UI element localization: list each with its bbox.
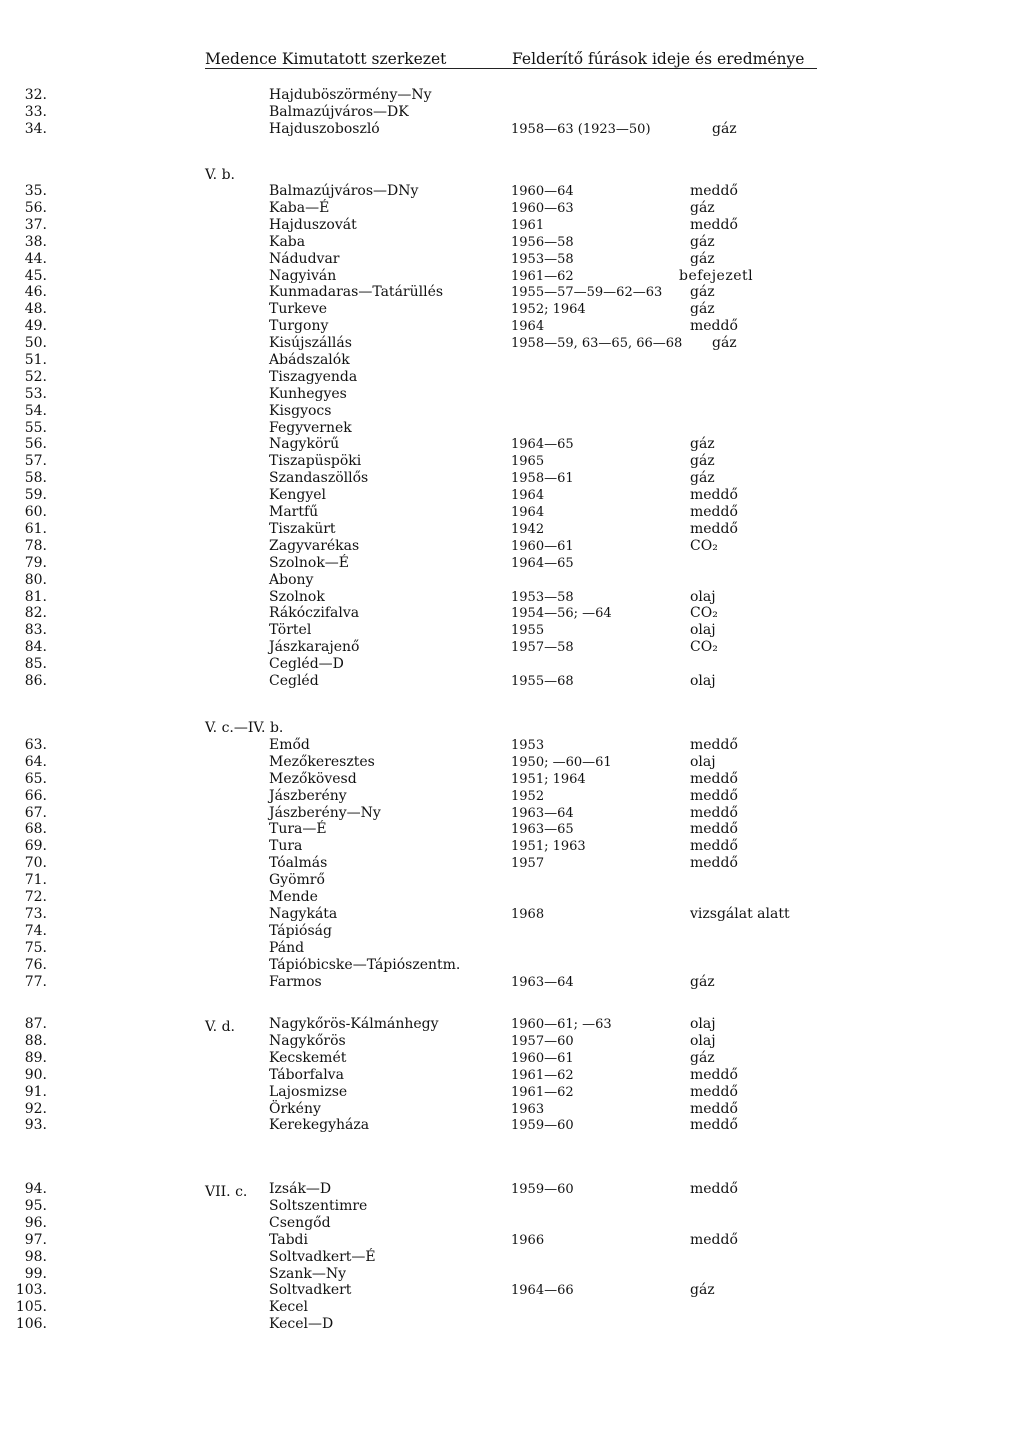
drilling-result: meddő [690,1117,738,1133]
row-number: 34. [24,121,47,137]
drilling-result: gáz [690,284,715,300]
drilling-years: 1961—62 [511,269,574,284]
structure-name: Farmos [269,974,322,990]
drilling-years: 1953—58 [511,590,574,605]
table-row [0,268,820,285]
table-row [0,855,820,872]
drilling-result: meddő [690,855,738,871]
table-row [0,470,820,487]
table-row [0,436,820,453]
row-number: 106. [15,1316,47,1332]
row-number: 35. [24,183,47,199]
structure-name: Balmazújváros—DK [269,104,409,120]
drilling-result: meddő [690,318,738,334]
drilling-years: 1959—60 [511,1182,574,1197]
drilling-result: meddő [690,504,738,520]
row-number: 54. [24,403,47,419]
row-number: 71. [24,872,47,888]
header-rule [205,68,817,69]
table-row [0,754,820,771]
table-row [0,234,820,251]
drilling-years: 1951; 1963 [511,839,586,854]
structure-name: Nagykőrös-Kálmánhegy [269,1016,439,1032]
structure-name: Jászkarajenő [269,639,360,655]
row-number: 73. [24,906,47,922]
row-number: 98. [24,1249,47,1265]
structure-name: Gyömrő [269,872,325,888]
drilling-result: gáz [690,436,715,452]
structure-name: Mezőkövesd [269,771,357,787]
structure-name: Tura [269,838,303,854]
table-row [0,940,820,957]
structure-name: Soltvadkert [269,1282,352,1298]
row-number: 82. [24,605,47,621]
row-number: 96. [24,1215,47,1231]
row-number: 53. [24,386,47,402]
drilling-result: meddő [690,521,738,537]
row-number: 64. [24,754,47,770]
structure-name: Hajduböszörmény—Ny [269,87,432,103]
structure-name: Szank—Ny [269,1266,346,1282]
section-label: V. b. [205,167,235,183]
structure-name: Kecel—D [269,1316,334,1332]
drilling-result: olaj [690,673,716,689]
table-row [0,487,820,504]
table-row [0,872,820,889]
table-row [0,87,820,104]
drilling-result: gáz [690,234,715,250]
row-number: 52. [24,369,47,385]
drilling-years: 1960—61 [511,1051,574,1066]
structure-name: Kisgyocs [269,403,332,419]
table-row [0,538,820,555]
row-number: 48. [24,301,47,317]
drilling-result: gáz [712,121,737,137]
structure-name: Abony [269,572,314,588]
table-row [0,974,820,991]
drilling-years: 1964—66 [511,1283,574,1298]
structure-name: Törtel [269,622,312,638]
row-number: 67. [24,805,47,821]
structure-name: Kisújszállás [269,335,352,351]
table-row [0,504,820,521]
drilling-result: gáz [690,1050,715,1066]
structure-name: Tura—É [269,821,327,837]
table-row [0,923,820,940]
structure-name: Tiszapüspöki [269,453,362,469]
row-number: 88. [24,1033,47,1049]
table-row [0,335,820,352]
row-number: 75. [24,940,47,956]
drilling-years: 1958—61 [511,471,574,486]
table-row [0,217,820,234]
structure-name: Nagykőrös [269,1033,346,1049]
structure-name: Tóalmás [269,855,328,871]
row-number: 63. [24,737,47,753]
table-row [0,1033,820,1050]
table-row [0,673,820,690]
table-row [0,318,820,335]
drilling-result: gáz [690,1282,715,1298]
drilling-years: 1957 [511,856,545,871]
section-label: V. d. [205,1019,235,1035]
row-number: 79. [24,555,47,571]
table-row [0,1181,820,1198]
structure-name: Soltszentimre [269,1198,368,1214]
structure-name: Kecskemét [269,1050,347,1066]
table-row [0,771,820,788]
row-number: 44. [24,251,47,267]
row-number: 103. [15,1282,47,1298]
structure-name: Kunmadaras—Tatárüllés [269,284,444,300]
drilling-result: meddő [690,487,738,503]
drilling-years: 1960—63 [511,201,574,216]
row-number: 93. [24,1117,47,1133]
table-row [0,200,820,217]
drilling-years: 1958—59, 63—65, 66—68 [511,336,683,351]
drilling-result: gáz [690,301,715,317]
structure-name: Tápióbicske—Tápiószentm. [269,957,461,973]
drilling-years: 1961 [511,218,545,233]
drilling-result: gáz [690,251,715,267]
structure-name: Hajduszoboszló [269,121,380,137]
drilling-years: 1963—64 [511,975,574,990]
row-number: 45. [24,268,47,284]
drilling-years: 1963—64 [511,806,574,821]
row-number: 60. [24,504,47,520]
drilling-result: meddő [690,1101,738,1117]
drilling-result: olaj [690,589,716,605]
row-number: 94. [24,1181,47,1197]
table-row [0,104,820,121]
drilling-result: gáz [690,453,715,469]
drilling-years: 1957—60 [511,1034,574,1049]
drilling-result: olaj [690,1033,716,1049]
structure-name: Nagyiván [269,268,337,284]
drilling-result: CO₂ [690,639,718,655]
structure-name: Fegyvernek [269,420,352,436]
table-row [0,957,820,974]
drilling-result: vizsgálat alatt [690,906,790,922]
table-row [0,1266,820,1283]
structure-name: Cegléd—D [269,656,344,672]
structure-name: Örkény [269,1101,321,1117]
drilling-result: gáz [690,974,715,990]
table-row [0,1282,820,1299]
structure-name: Tápióság [269,923,332,939]
drilling-years: 1955 [511,623,545,638]
table-row [0,1016,820,1033]
row-number: 72. [24,889,47,905]
table-row [0,788,820,805]
drilling-years: 1957—58 [511,640,574,655]
structure-name: Rákóczifalva [269,605,360,621]
structure-name: Pánd [269,940,305,956]
structure-name: Tabdi [269,1232,308,1248]
drilling-result: olaj [690,754,716,770]
structure-name: Izsák—D [269,1181,332,1197]
row-number: 58. [24,470,47,486]
row-number: 59. [24,487,47,503]
structure-name: Hajduszovát [269,217,357,233]
table-row [0,386,820,403]
row-number: 84. [24,639,47,655]
table-row [0,555,820,572]
row-number: 92. [24,1101,47,1117]
drilling-result: meddő [690,838,738,854]
drilling-result: meddő [690,771,738,787]
drilling-result: meddő [690,1232,738,1248]
structure-name: Kaba—É [269,200,330,216]
table-row [0,301,820,318]
table-row [0,821,820,838]
section-label: V. c.—IV. b. [205,720,284,736]
structure-name: Táborfalva [269,1067,344,1083]
table-row [0,1050,820,1067]
table-row [0,284,820,301]
structure-name: Kecel [269,1299,308,1315]
table-row [0,1232,820,1249]
structure-name: Jászberény [269,788,347,804]
row-number: 90. [24,1067,47,1083]
drilling-result: CO₂ [690,538,718,554]
table-row [0,521,820,538]
structure-name: Kerekegyháza [269,1117,370,1133]
table-row [0,1249,820,1266]
row-number: 80. [24,572,47,588]
structure-name: Nagykáta [269,906,338,922]
structure-name: Balmazújváros—DNy [269,183,419,199]
drilling-result: meddő [690,1084,738,1100]
drilling-years: 1964—65 [511,437,574,452]
structure-name: Turkeve [269,301,328,317]
structure-name: Zagyvarékas [269,538,360,554]
structure-name: Lajosmizse [269,1084,348,1100]
structure-name: Soltvadkert—É [269,1249,376,1265]
drilling-years: 1952 [511,789,545,804]
structure-name: Szandaszöllős [269,470,369,486]
drilling-years: 1951; 1964 [511,772,586,787]
drilling-result: olaj [690,1016,716,1032]
drilling-years: 1964 [511,505,545,520]
header-drillings: Felderítő fúrások ideje és eredménye [512,50,805,68]
row-number: 81. [24,589,47,605]
row-number: 95. [24,1198,47,1214]
row-number: 68. [24,821,47,837]
table-row [0,352,820,369]
structure-name: Kaba [269,234,306,250]
drilling-years: 1963—65 [511,822,574,837]
drilling-years: 1950; —60—61 [511,755,612,770]
table-row [0,737,820,754]
row-number: 66. [24,788,47,804]
row-number: 37. [24,217,47,233]
drilling-result: meddő [690,788,738,804]
structure-name: Kengyel [269,487,327,503]
row-number: 97. [24,1232,47,1248]
drilling-years: 1942 [511,522,545,537]
drilling-years: 1960—61; —63 [511,1017,612,1032]
drilling-years: 1968 [511,907,545,922]
table-row [0,183,820,200]
table-row [0,1117,820,1134]
drilling-result: meddő [690,1181,738,1197]
table-row [0,622,820,639]
drilling-years: 1959—60 [511,1118,574,1133]
table-row [0,656,820,673]
drilling-result: CO₂ [690,605,718,621]
drilling-result: gáz [690,470,715,486]
drilling-result: meddő [690,217,738,233]
drilling-result: meddő [690,1067,738,1083]
table-row [0,403,820,420]
table-row [0,1215,820,1232]
structure-name: Abádszalók [269,352,350,368]
structure-name: Tiszakürt [269,521,336,537]
drilling-years: 1952; 1964 [511,302,586,317]
table-row [0,420,820,437]
drilling-years: 1953—58 [511,252,574,267]
row-number: 33. [24,104,47,120]
row-number: 57. [24,453,47,469]
structure-name: Cegléd [269,673,319,689]
row-number: 51. [24,352,47,368]
row-number: 85. [24,656,47,672]
row-number: 77. [24,974,47,990]
section-label: VII. c. [205,1184,248,1200]
drilling-years: 1966 [511,1233,545,1248]
row-number: 74. [24,923,47,939]
table-row [0,889,820,906]
row-number: 46. [24,284,47,300]
drilling-result: meddő [690,821,738,837]
row-number: 87. [24,1016,47,1032]
structure-name: Tiszagyenda [269,369,358,385]
drilling-years: 1965 [511,454,545,469]
row-number: 32. [24,87,47,103]
table-row [0,639,820,656]
structure-name: Turgony [269,318,329,334]
row-number: 76. [24,957,47,973]
structure-name: Mezőkeresztes [269,754,375,770]
table-row [0,251,820,268]
structure-name: Nádudvar [269,251,340,267]
table-row [0,1067,820,1084]
drilling-years: 1958—63 (1923—50) [511,122,651,137]
drilling-result: befejezetl [679,268,754,284]
drilling-years: 1964 [511,319,545,334]
table-row [0,453,820,470]
structure-name: Csengőd [269,1215,331,1231]
row-number: 56. [24,436,47,452]
structure-name: Kunhegyes [269,386,347,402]
structure-name: Szolnok [269,589,325,605]
row-number: 55. [24,420,47,436]
table-row [0,589,820,606]
drilling-result: meddő [690,737,738,753]
drilling-result: olaj [690,622,716,638]
table-row [0,369,820,386]
drilling-result: gáz [690,200,715,216]
drilling-result: meddő [690,183,738,199]
row-number: 50. [24,335,47,351]
row-number: 89. [24,1050,47,1066]
drilling-years: 1955—57—59—62—63 [511,285,663,300]
row-number: 70. [24,855,47,871]
row-number: 91. [24,1084,47,1100]
drilling-years: 1956—58 [511,235,574,250]
row-number: 99. [24,1266,47,1282]
row-number: 61. [24,521,47,537]
table-row [0,838,820,855]
table-row [0,1316,820,1333]
drilling-years: 1961—62 [511,1085,574,1100]
drilling-years: 1961—62 [511,1068,574,1083]
table-row [0,1198,820,1215]
drilling-years: 1954—56; —64 [511,606,612,621]
drilling-years: 1960—61 [511,539,574,554]
drilling-years: 1955—68 [511,674,574,689]
drilling-years: 1953 [511,738,545,753]
structure-name: Emőd [269,737,310,753]
row-number: 49. [24,318,47,334]
row-number: 78. [24,538,47,554]
structure-name: Martfű [269,504,319,520]
row-number: 65. [24,771,47,787]
table-row [0,121,820,138]
header-structure: Medence Kimutatott szerkezet [205,50,447,68]
table-row [0,1101,820,1118]
drilling-years: 1964 [511,488,545,503]
table-row [0,906,820,923]
row-number: 83. [24,622,47,638]
row-number: 69. [24,838,47,854]
row-number: 105. [15,1299,47,1315]
row-number: 56. [24,200,47,216]
row-number: 38. [24,234,47,250]
structure-name: Jászberény—Ny [269,805,381,821]
table-row [0,1084,820,1101]
drilling-years: 1960—64 [511,184,574,199]
drilling-result: gáz [712,335,737,351]
structure-name: Nagykörű [269,436,340,452]
table-row [0,805,820,822]
table-row [0,605,820,622]
structure-name: Mende [269,889,318,905]
drilling-result: meddő [690,805,738,821]
table-row [0,1299,820,1316]
table-row [0,572,820,589]
row-number: 86. [24,673,47,689]
drilling-years: 1963 [511,1102,545,1117]
structure-name: Szolnok—É [269,555,350,571]
drilling-years: 1964—65 [511,556,574,571]
